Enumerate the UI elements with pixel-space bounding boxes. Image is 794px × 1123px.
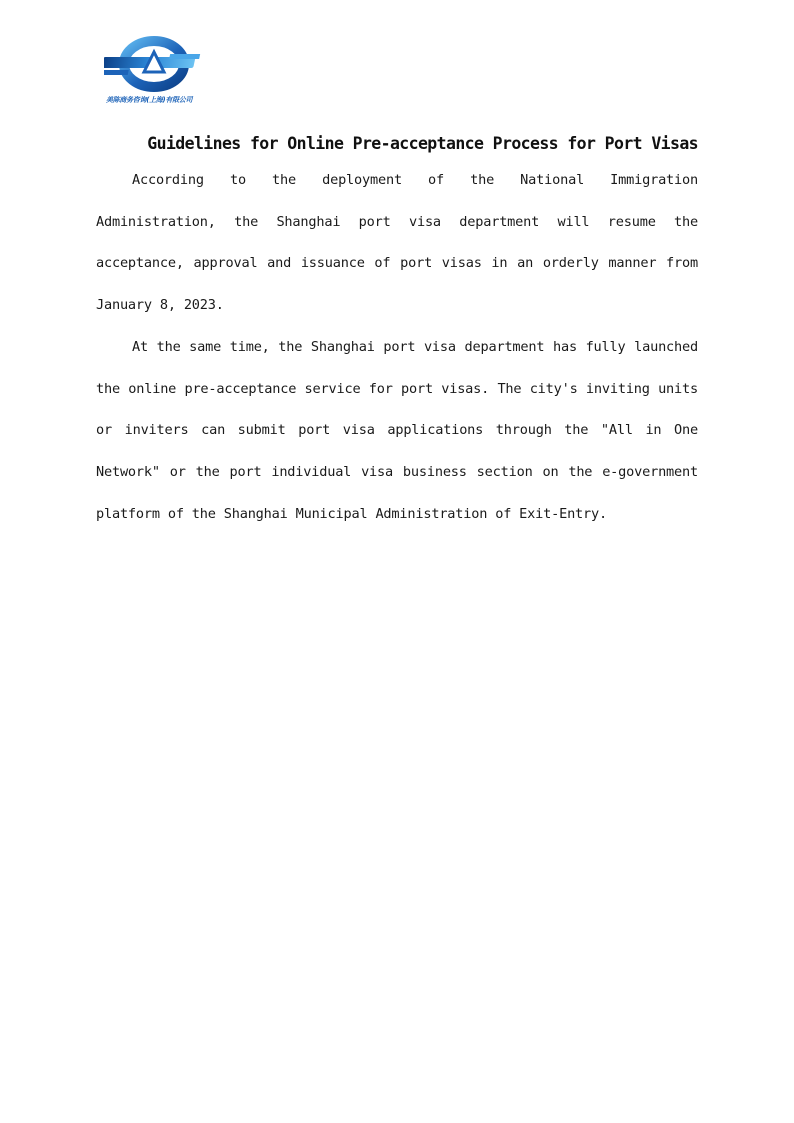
company-logo bbox=[104, 36, 208, 108]
logo-caption: 美陈商务咨询(上海)有限公司 bbox=[106, 96, 193, 104]
document-title: Guidelines for Online Pre-acceptance Process for Port Visas bbox=[147, 134, 698, 154]
paragraph: According to the deployment of the National Immigration Administration, the Shanghai port visa department will resume the acceptance, approval and issuance of port visas in an orderly manner from January 8, 2023. bbox=[96, 172, 698, 314]
document-body bbox=[96, 160, 698, 535]
company-logo-icon bbox=[104, 36, 208, 96]
paragraph: At the same time, the Shanghai port visa department has fully launched the online pre-acceptance service for port visas. The city's inviting units or inviters can submit port visa applications through the "All in One Network" or the port individual visa business section on the e-government platform of the Shanghai Municipal Administration of Exit-Entry. bbox=[96, 338, 698, 522]
